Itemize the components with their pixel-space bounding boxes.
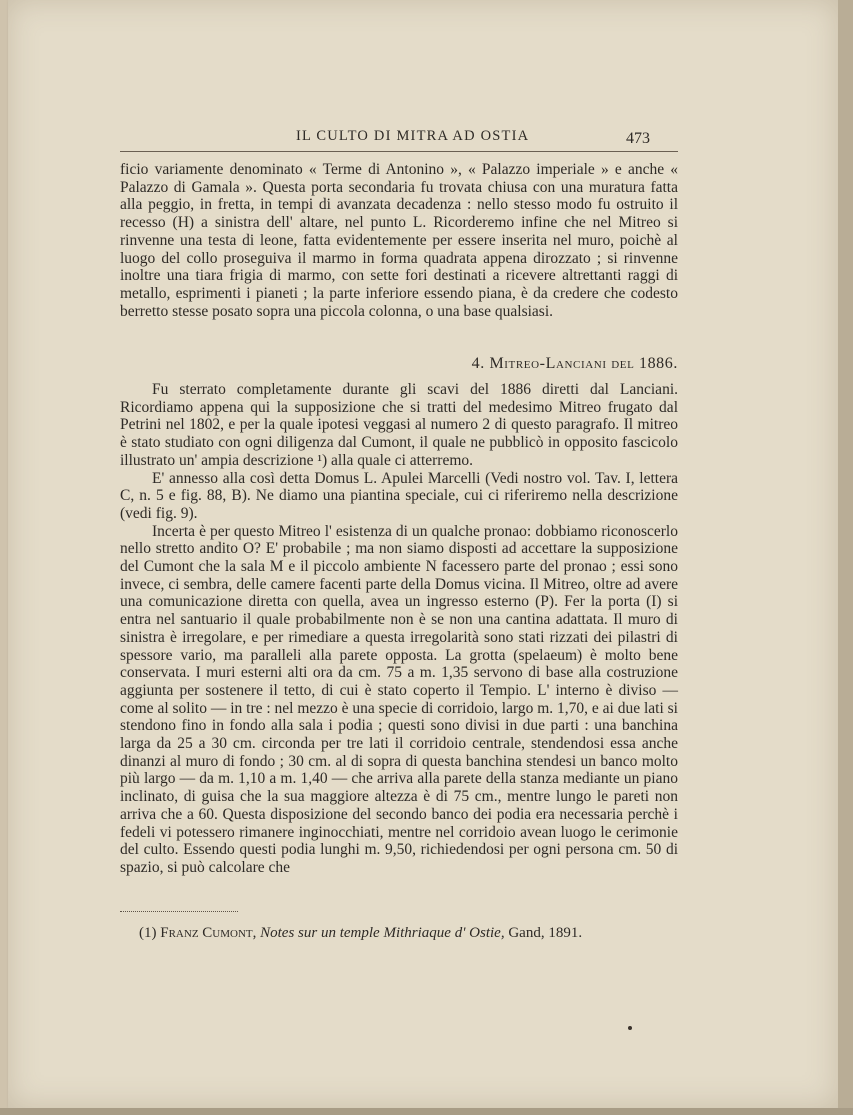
page-number: 473 [626, 130, 650, 147]
continued-paragraph [120, 161, 678, 320]
footnote-rule [120, 911, 238, 912]
footnote [139, 925, 679, 942]
ink-spot [628, 1026, 632, 1030]
footnote-title: Notes sur un temple Mithriaque d' Ostie, [260, 925, 505, 941]
footnote-author: Franz Cumont, [160, 925, 257, 941]
paragraph-3: Incerta è per questo Mitreo l' esistenza di un qualche pronao: dobbiamo riconoscerlo nello stretto andito O? E' probabile ; ma non siamo disposti ad accettare la supposizione del Cumont che la sala M e il piccolo ambiente N facessero parte del pronao ; essi sono invece, ci sembra, delle camere facenti parte della Domus vicina. Il Mitreo, oltre ad avere una comunicazione diretta con quella, avea un ingresso esterno (P). Fer la porta (I) si entra nel santuario il quale probabilmente non è se non una cantina adattata. Il muro di sinistra è irregolare, e per rimediare a questa irregolarità sono stati rizzati dei pilastri di spessore vario, ma paralleli alla parete opposta. La grotta (spelaeum) è molto bene conservata. I muri esterni alti ora da cm. 75 a m. 1,35 servono di base alla costruzione aggiunta per sostenere il tetto, di cui è stato coperto il Tempio. L' interno è diviso — come al solito — in tre : nel mezzo è una specie di corridoio, largo m. 1,70, e ai due lati si stendono fino in fondo alla sala i podia ; questi sono divisi in due parti : una banchina larga da 25 a 30 cm. circonda per tre lati il corridoio centrale, stendendosi essa anche dinanzi al muro di fondo ; 30 cm. al di sopra di questa banchina stendesi un banco molto più largo — da m. 1,10 a m. 1,40 — che arriva alla parete della stanza mediante un piano inclinato, di guisa che la sua maggiore altezza è di 75 cm., mentre lungo le pareti non arriva che a 60. Questa disposizione del secondo banco dei podia era necessaria perchè i fedeli vi potessero rimanere inginocchiati, mentre nel corridoio avean luogo le cerimonie del culto. Essendo questi podia lunghi m. 9,50, richiedendosi per ogni persona cm. 50 di spazio, si può calcolare che [120, 522, 678, 876]
book-page [8, 0, 838, 1108]
running-title: IL CULTO DI MITRA AD OSTIA [296, 128, 530, 144]
footnote-rest: Gand, 1891. [508, 925, 583, 941]
header-rule [120, 151, 678, 152]
footnote-marker: (1) [139, 925, 157, 941]
page-edge-right [838, 0, 853, 1115]
body-text [120, 381, 678, 877]
paragraph-1: Fu sterrato completamente durante gli scavi del 1886 diretti dal Lanciani. Ricordiamo appena qui la supposizione che si tratti del medesimo Mitreo frugato dal Petrini nel 1802, e per la quale ipotesi veggasi al numero 2 di questo paragrafo. Il mitreo è stato studiato con ogni diligenza dal Cumont, il quale ne pubblicò in opposito fascicolo illustrato un' ampia descrizione ¹) alla quale ci atterremo. [120, 381, 678, 469]
continued-text: ficio variamente denominato « Terme di Antonino », « Palazzo imperiale » e anche « Palazzo di Gamala ». Questa porta secondaria fu trovata chiusa con una muratura fatta alla peggio, in fretta, in tempi di avanzata decadenza : nello stesso modo fu ostruito il recesso (H) a sinistra dell' altare, nel punto L. Ricorderemo infine che nel Mitreo si rinvenne una testa di leone, fatta evidentemente per essere inserita nel muro, poichè al luogo del collo proseguiva il marmo in forma quadrata appena dirozzato ; si rinvenne inoltre una tiara frigia di marmo, con sette fori destinati a ricevere altrettanti raggi di metallo, esprimenti i pianeti ; la parte inferiore essendo piana, è da credere che codesto berretto stesse posato sopra una piccola colonna, o una base qualsiasi. [120, 161, 678, 320]
page-edge-bottom [0, 1108, 853, 1115]
section-heading: 4. Mitreo-Lanciani del 1886. [471, 355, 678, 372]
paragraph-2: E' annesso alla così detta Domus L. Apulei Marcelli (Vedi nostro vol. Tav. I, lettera C, n. 5 e fig. 88, B). Ne diamo una piantina speciale, cui ci riferiremo nella descrizione (vedi fig. 9). [120, 469, 678, 522]
